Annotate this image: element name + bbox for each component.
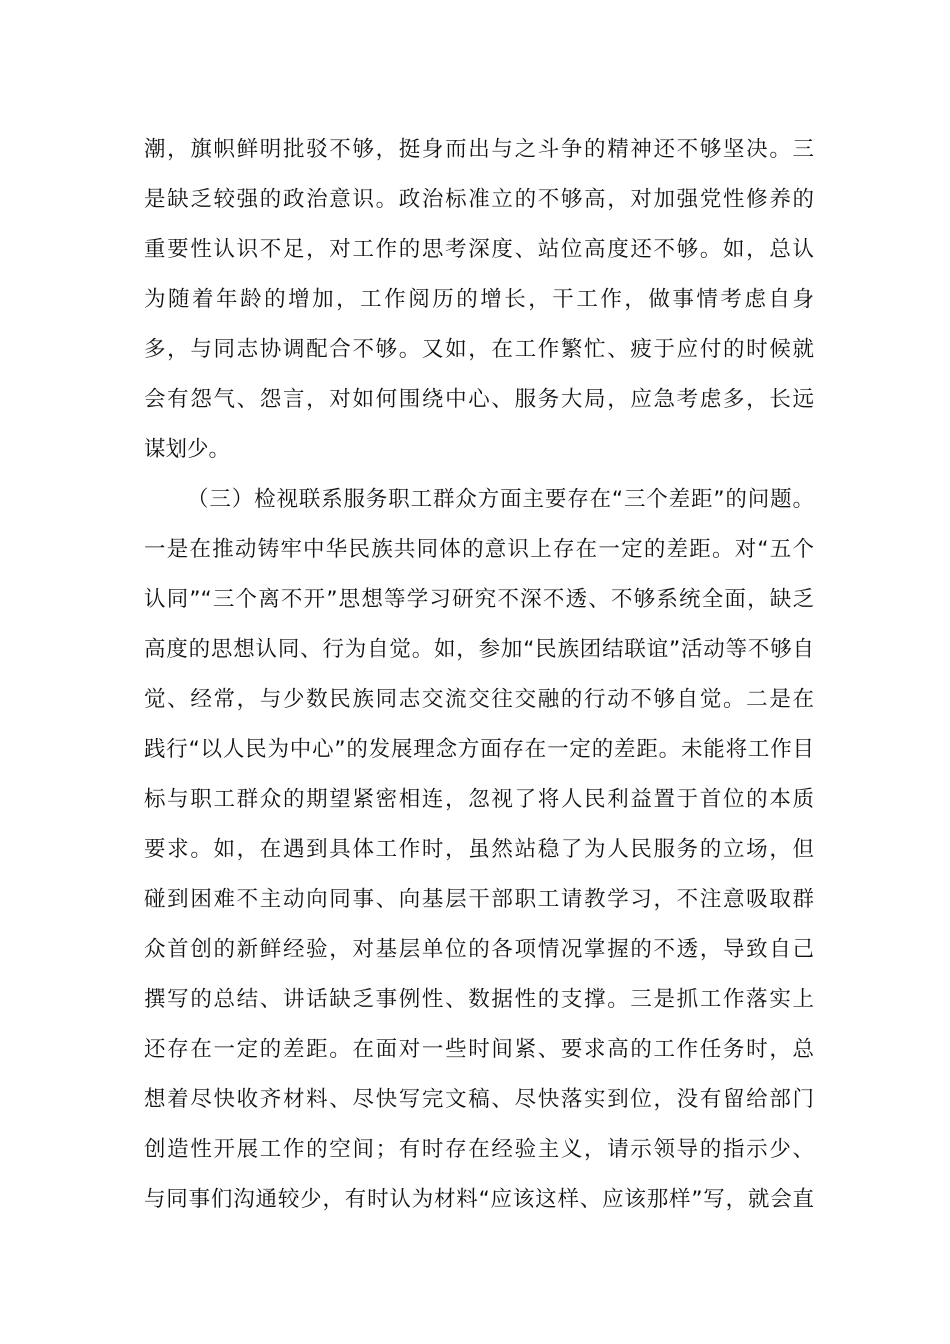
text-line-1: 潮，旗帜鲜明批驳不够，挺身而出与之斗争的精神还不够坚决。三: [144, 137, 814, 162]
text-line-14: 标与职工群众的期望紧密相连，忽视了将人民利益置于首位的本质: [144, 787, 814, 812]
text-line-13: 践行“以人民为中心”的发展理念方面存在一定的差距。未能将工作目: [144, 737, 814, 762]
text-line-3: 重要性认识不足，对工作的思考深度、站位高度还不够。如，总认: [144, 237, 814, 262]
text-line-17: 众首创的新鲜经验，对基层单位的各项情况掌握的不透，导致自己: [144, 937, 814, 962]
body-text: [144, 125, 814, 1225]
text-line-9: 一是在推动铸牢中华民族共同体的意识上存在一定的差距。对“五个: [144, 537, 814, 562]
text-line-5: 多，与同志协调配合不够。又如，在工作繁忙、疲于应付的时候就: [144, 337, 814, 362]
text-line-7: 谋划少。: [144, 437, 231, 462]
text-line-12: 觉、经常，与少数民族同志交流交往交融的行动不够自觉。二是在: [144, 687, 814, 712]
section-heading-line: （三）检视联系服务职工群众方面主要存在“三个差距”的问题。: [187, 487, 814, 512]
text-line-18: 撰写的总结、讲话缺乏事例性、数据性的支撑。三是抓工作落实上: [144, 987, 814, 1012]
text-line-15: 要求。如，在遇到具体工作时，虽然站稳了为人民服务的立场，但: [144, 837, 814, 862]
text-line-16: 碰到困难不主动向同事、向基层干部职工请教学习，不注意吸取群: [144, 887, 814, 912]
text-line-19: 还存在一定的差距。在面对一些时间紧、要求高的工作任务时，总: [144, 1037, 814, 1062]
text-line-21: 创造性开展工作的空间；有时存在经验主义，请示领导的指示少、: [144, 1137, 814, 1162]
text-line-4: 为随着年龄的增加，工作阅历的增长，干工作，做事情考虑自身: [144, 287, 814, 312]
text-line-20: 想着尽快收齐材料、尽快写完文稿、尽快落实到位，没有留给部门: [144, 1087, 814, 1112]
text-line-2: 是缺乏较强的政治意识。政治标准立的不够高，对加强党性修养的: [144, 187, 814, 212]
text-line-10: 认同”“三个离不开”思想等学习研究不深不透、不够系统全面，缺乏: [144, 587, 814, 612]
text-line-11: 高度的思想认同、行为自觉。如，参加“民族团结联谊”活动等不够自: [144, 637, 814, 662]
text-line-6: 会有怨气、怨言，对如何围绕中心、服务大局，应急考虑多，长远: [144, 387, 814, 412]
text-line-22: 与同事们沟通较少，有时认为材料“应该这样、应该那样”写，就会直: [144, 1187, 814, 1212]
